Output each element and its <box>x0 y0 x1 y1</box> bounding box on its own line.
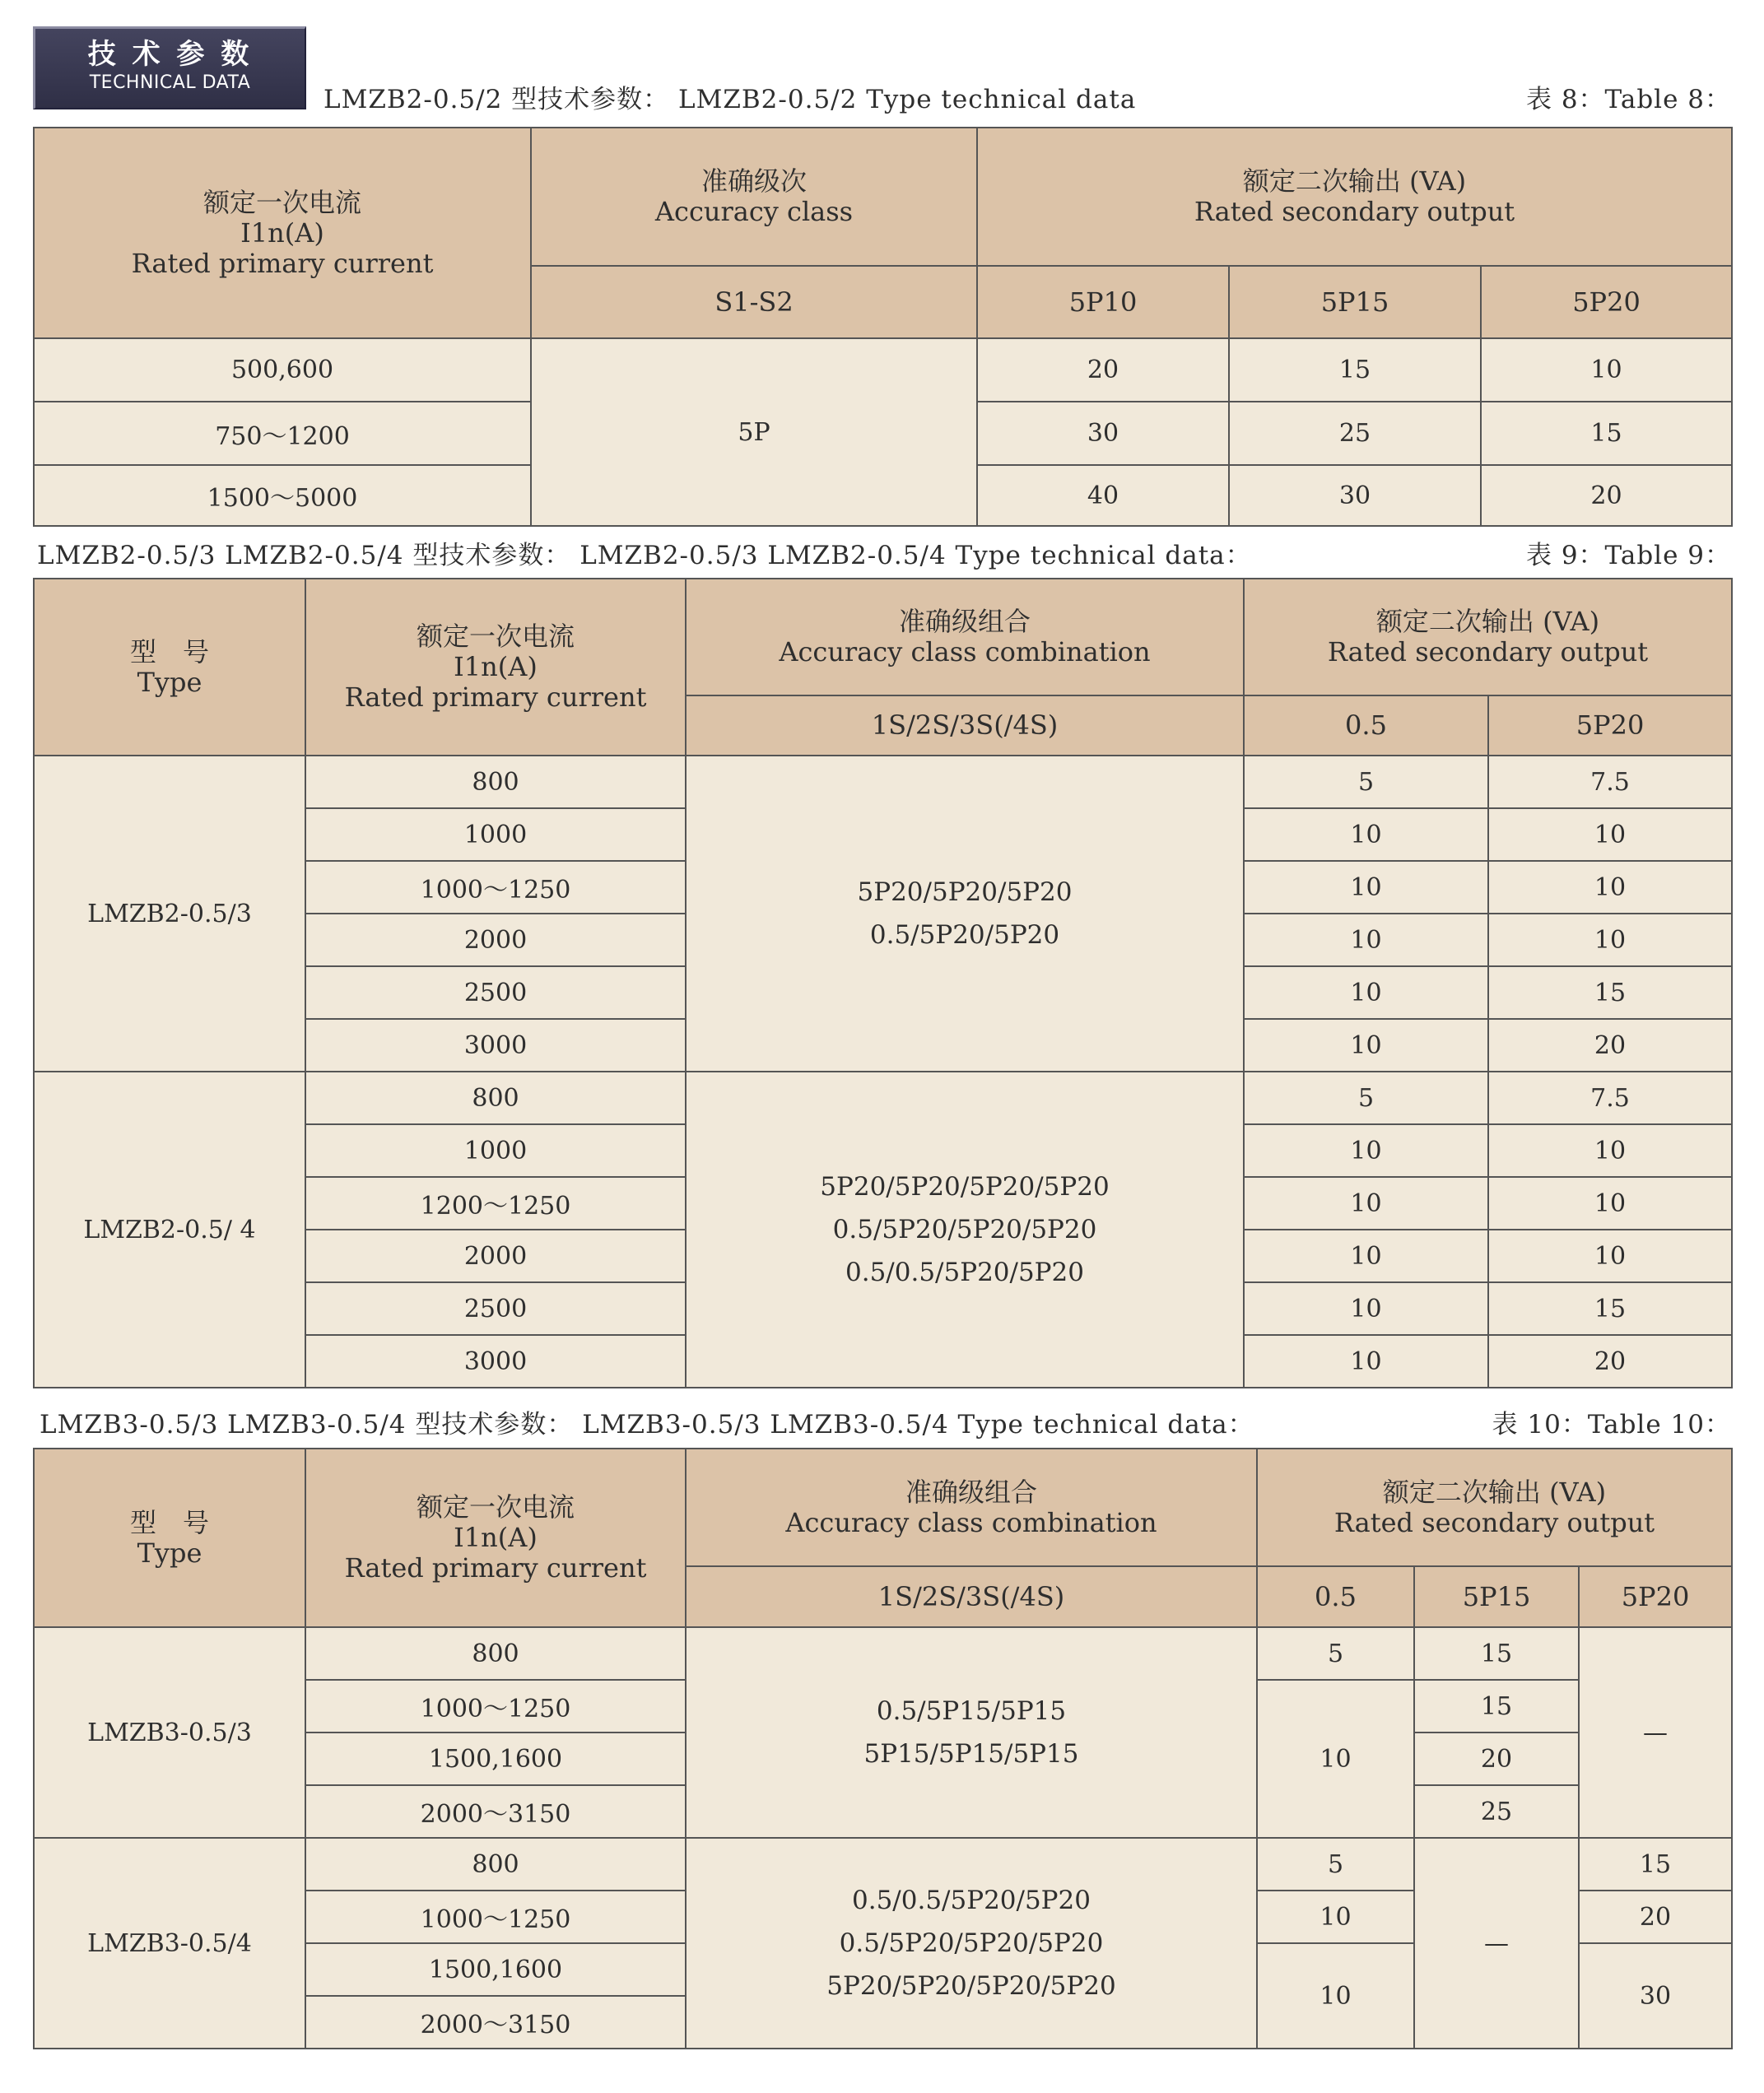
output-cell: 30 <box>1229 465 1481 526</box>
header-line: 额定一次电流 <box>202 186 361 218</box>
output-cell: 20 <box>1481 465 1732 526</box>
table10-subheader-output: 0.5 <box>1257 1566 1414 1627</box>
output-cell: 10 <box>1244 1019 1488 1072</box>
current-cell: 2000～3150 <box>305 1785 686 1838</box>
output-cell: 10 <box>1257 1680 1414 1838</box>
current-cell: 1000 <box>305 1124 686 1177</box>
output-cell: 7.5 <box>1488 756 1732 808</box>
output-cell: 20 <box>1488 1335 1732 1388</box>
accuracy-line: 5P20/5P20/5P20/5P20 <box>826 1971 1116 2001</box>
header-line: 额定一次电流 <box>416 621 575 652</box>
table10-header-type <box>34 1449 305 1627</box>
table9-header-rated-primary-current <box>305 579 686 756</box>
table9-caption: LMZB2-0.5/3 LMZB2-0.5/4 型技术参数： LMZB2-0.5/3 LMZB2-0.5/4 Type technical data： <box>37 541 1252 570</box>
current-cell: 2000 <box>305 1230 686 1282</box>
header-line: 额定二次输出 (VA) <box>1382 1476 1607 1508</box>
output-cell: 10 <box>1244 914 1488 966</box>
table9-subheader-output: 0.5 <box>1244 695 1488 756</box>
header-line: 额定一次电流 <box>416 1491 575 1523</box>
output-cell: 15 <box>1414 1680 1579 1733</box>
current-cell: 500,600 <box>34 338 531 402</box>
table8-number: 表 8：Table 8： <box>1525 85 1731 114</box>
table10-number: 表 10：Table 10： <box>1492 1410 1731 1440</box>
table10-subheader-output: 5P15 <box>1414 1566 1579 1627</box>
output-cell: 5 <box>1244 756 1488 808</box>
header-line: 准确级组合 <box>898 606 1031 637</box>
output-cell: 10 <box>1488 1124 1732 1177</box>
accuracy-line: 0.5/0.5/5P20/5P20 <box>845 1258 1084 1287</box>
table-row <box>34 756 1732 808</box>
table-row <box>34 1627 1732 1680</box>
current-cell: 1500,1600 <box>305 1943 686 1996</box>
accuracy-combination-cell <box>686 1072 1244 1388</box>
header-line: 准确级次 <box>700 165 807 197</box>
output-cell: 10 <box>1488 914 1732 966</box>
type-cell: LMZB2-0.5/3 <box>34 756 305 1072</box>
output-cell: 10 <box>1257 1891 1414 1943</box>
output-cell: 15 <box>1481 402 1732 465</box>
output-cell: 10 <box>1481 338 1732 402</box>
accuracy-line: 5P20/5P20/5P20/5P20 <box>820 1172 1110 1202</box>
output-cell: 10 <box>1244 808 1488 861</box>
output-cell: 10 <box>1244 1335 1488 1388</box>
table9-header-type <box>34 579 305 756</box>
table8-subheader-output: 5P10 <box>977 266 1229 338</box>
accuracy-line: 5P15/5P15/5P15 <box>863 1739 1079 1769</box>
table10-subheader-accuracy: 1S/2S/3S(/4S) <box>686 1566 1257 1627</box>
output-cell: 10 <box>1244 1282 1488 1335</box>
accuracy-line: 0.5/5P15/5P15 <box>876 1696 1067 1726</box>
accuracy-line: 0.5/5P20/5P20/5P20 <box>839 1928 1104 1958</box>
output-cell: 10 <box>1244 1177 1488 1230</box>
output-cell: 20 <box>1414 1733 1579 1785</box>
output-cell: 10 <box>1244 966 1488 1019</box>
header-line: 准确级组合 <box>905 1476 1037 1508</box>
table8-header-rated-primary-current <box>34 128 531 338</box>
output-cell: 25 <box>1414 1785 1579 1838</box>
table9-subheader-output: 5P20 <box>1488 695 1732 756</box>
table8-caption-row <box>323 83 1731 116</box>
accuracy-line: 0.5/5P20/5P20 <box>869 920 1060 950</box>
header-line: Accuracy class combination <box>779 636 1151 667</box>
output-cell: 30 <box>977 402 1229 465</box>
table9-subheader-accuracy: 1S/2S/3S(/4S) <box>686 695 1244 756</box>
header-line: Rated primary current <box>344 1552 647 1584</box>
current-cell: 800 <box>305 1627 686 1680</box>
table-10 <box>33 1448 1733 2049</box>
output-cell: 20 <box>1579 1891 1732 1943</box>
current-cell: 3000 <box>305 1335 686 1388</box>
header-line: Rated secondary output <box>1333 1506 1655 1538</box>
type-cell: LMZB3-0.5/3 <box>34 1627 305 1838</box>
table10-header-rated-primary-current <box>305 1449 686 1627</box>
header-line: 型 号 <box>129 635 209 667</box>
table10-subheader-output: 5P20 <box>1579 1566 1732 1627</box>
output-cell: 25 <box>1229 402 1481 465</box>
table8-header-rated-secondary-output <box>977 128 1732 266</box>
output-cell: 20 <box>1488 1019 1732 1072</box>
current-cell: 800 <box>305 1838 686 1891</box>
table10-header-rated-secondary-output <box>1257 1449 1732 1566</box>
current-cell: 1500,1600 <box>305 1733 686 1785</box>
output-cell: — <box>1579 1627 1732 1838</box>
accuracy-combination-cell <box>686 1838 1257 2049</box>
output-cell: 7.5 <box>1488 1072 1732 1124</box>
output-cell: 15 <box>1488 1282 1732 1335</box>
table8-subheader-output: 5P20 <box>1481 266 1732 338</box>
current-cell: 1500～5000 <box>34 465 531 526</box>
current-cell: 3000 <box>305 1019 686 1072</box>
accuracy-line: 5P20/5P20/5P20 <box>857 877 1073 907</box>
table9-caption-row <box>37 539 1731 572</box>
header-line: I1n(A) <box>454 651 538 682</box>
header-line: I1n(A) <box>240 216 324 249</box>
current-cell: 750～1200 <box>34 402 531 465</box>
accuracy-cell: 5P <box>531 338 977 526</box>
output-cell: 10 <box>1257 1943 1414 2049</box>
header-line: Type <box>137 666 202 698</box>
header-line: 型 号 <box>129 1506 209 1538</box>
current-cell: 2500 <box>305 1282 686 1335</box>
table8-caption: LMZB2-0.5/2 型技术参数： LMZB2-0.5/2 Type technical data <box>323 85 1137 114</box>
header-line: I1n(A) <box>454 1522 538 1553</box>
output-cell: 15 <box>1414 1627 1579 1680</box>
header-line: Accuracy class <box>654 196 854 227</box>
table9-header-accuracy-combination <box>686 579 1244 695</box>
accuracy-combination-cell <box>686 1627 1257 1838</box>
table10-header-accuracy-combination <box>686 1449 1257 1566</box>
table10-caption-row <box>40 1408 1731 1441</box>
table8-header-accuracy-class <box>531 128 977 266</box>
header-line: Accuracy class combination <box>785 1506 1157 1538</box>
table-9 <box>33 578 1733 1388</box>
table9-number: 表 9：Table 9： <box>1525 541 1731 570</box>
header-line: Rated primary current <box>344 681 647 713</box>
current-cell: 800 <box>305 1072 686 1124</box>
accuracy-line: 0.5/5P20/5P20/5P20 <box>832 1215 1097 1244</box>
output-cell: 10 <box>1488 861 1732 914</box>
current-cell: 1000 <box>305 808 686 861</box>
table-8 <box>33 127 1733 527</box>
type-cell: LMZB3-0.5/4 <box>34 1838 305 2049</box>
header-line: Rated secondary output <box>1327 636 1649 667</box>
current-cell: 2500 <box>305 966 686 1019</box>
badge-subtitle: TECHNICAL DATA <box>89 72 251 93</box>
output-cell: — <box>1414 1838 1579 2049</box>
output-cell: 10 <box>1244 1230 1488 1282</box>
header-line: 额定二次输出 (VA) <box>1375 606 1600 637</box>
technical-data-badge <box>33 26 306 109</box>
header-line: Rated secondary output <box>1194 196 1515 227</box>
output-cell: 15 <box>1488 966 1732 1019</box>
output-cell: 30 <box>1579 1943 1732 2049</box>
current-cell: 2000～3150 <box>305 1996 686 2049</box>
header-line: 额定二次输出 (VA) <box>1242 165 1467 197</box>
table8-subheader-accuracy: S1-S2 <box>531 266 977 338</box>
table9-header-rated-secondary-output <box>1244 579 1732 695</box>
table-row <box>34 338 1732 402</box>
accuracy-combination-cell <box>686 756 1244 1072</box>
output-cell: 15 <box>1579 1838 1732 1891</box>
current-cell: 1000～1250 <box>305 861 686 914</box>
badge-title: 技 术 参 数 <box>87 38 253 71</box>
output-cell: 5 <box>1244 1072 1488 1124</box>
output-cell: 40 <box>977 465 1229 526</box>
output-cell: 5 <box>1257 1838 1414 1891</box>
current-cell: 1000～1250 <box>305 1680 686 1733</box>
table-row <box>34 1072 1732 1124</box>
output-cell: 10 <box>1244 861 1488 914</box>
output-cell: 20 <box>977 338 1229 402</box>
table-row <box>34 1838 1732 1891</box>
output-cell: 15 <box>1229 338 1481 402</box>
table8-subheader-output: 5P15 <box>1229 266 1481 338</box>
type-cell: LMZB2-0.5/ 4 <box>34 1072 305 1388</box>
output-cell: 10 <box>1488 1177 1732 1230</box>
header-line: Type <box>137 1537 202 1569</box>
output-cell: 10 <box>1488 808 1732 861</box>
table10-caption: LMZB3-0.5/3 LMZB3-0.5/4 型技术参数： LMZB3-0.5/3 LMZB3-0.5/4 Type technical data： <box>40 1410 1254 1440</box>
current-cell: 1200～1250 <box>305 1177 686 1230</box>
current-cell: 1000～1250 <box>305 1891 686 1943</box>
current-cell: 2000 <box>305 914 686 966</box>
output-cell: 10 <box>1488 1230 1732 1282</box>
header-line: Rated primary current <box>131 247 434 279</box>
output-cell: 10 <box>1244 1124 1488 1177</box>
accuracy-line: 0.5/0.5/5P20/5P20 <box>852 1886 1091 1915</box>
current-cell: 800 <box>305 756 686 808</box>
output-cell: 5 <box>1257 1627 1414 1680</box>
